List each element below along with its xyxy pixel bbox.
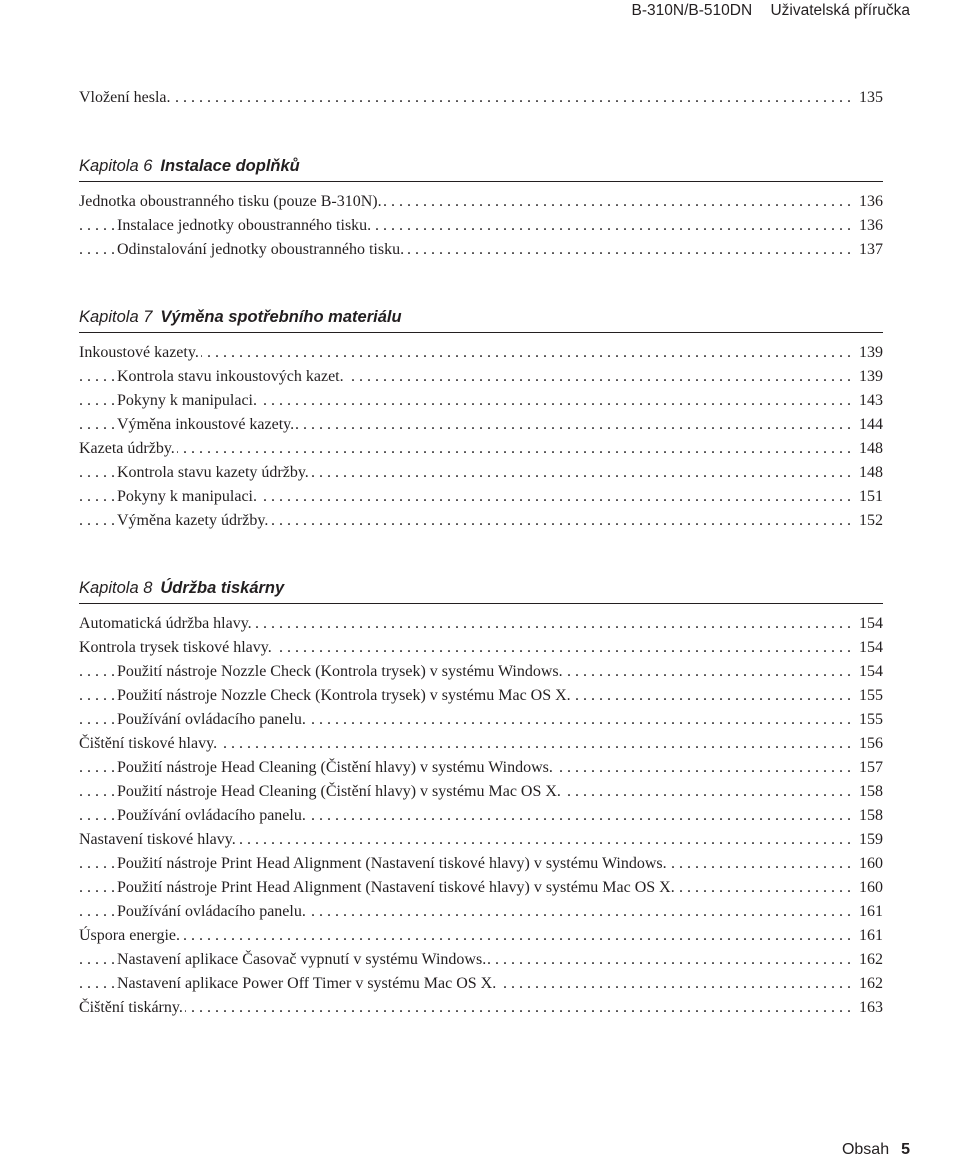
toc-entry[interactable] (79, 190, 883, 214)
toc-entry-title: Používání ovládacího panelu. (117, 807, 306, 824)
page-footer (842, 1141, 910, 1159)
toc-subentry[interactable] (79, 900, 883, 924)
toc-entry-title: Použití nástroje Print Head Alignment (Nastavení tiskové hlavy) v systému Windows. (117, 855, 667, 872)
toc-entry-title: Výměna inkoustové kazety. (117, 416, 295, 433)
toc-entry-title: Instalace jednotky oboustranného tisku. (117, 217, 372, 234)
toc-entry-page: 163 (855, 996, 883, 1020)
toc-entry-title: Používání ovládacího panelu. (117, 903, 306, 920)
chapter-heading (79, 576, 883, 604)
toc-entry[interactable] (79, 996, 883, 1020)
toc-entry[interactable] (79, 437, 883, 461)
toc-entry-page: 148 (855, 437, 883, 461)
toc-entry-page: 136 (855, 214, 883, 238)
toc-entry-page: 162 (855, 948, 883, 972)
toc-entry-title: Použití nástroje Head Cleaning (Čistění hlavy) v systému Mac OS X. (117, 783, 561, 800)
toc-entry-page: 154 (855, 660, 883, 684)
toc-subentry[interactable] (79, 485, 883, 509)
toc-entry-page: 162 (855, 972, 883, 996)
toc-entry-title: Jednotka oboustranného tisku (pouze B-310N). (79, 193, 382, 210)
chapter-heading (79, 154, 883, 182)
toc-entry-page: 144 (855, 413, 883, 437)
toc-entry[interactable] (79, 828, 883, 852)
toc-entry[interactable] (79, 86, 883, 110)
toc-subentry[interactable] (79, 214, 883, 238)
toc-entry-page: 156 (855, 732, 883, 756)
toc-subentry[interactable] (79, 756, 883, 780)
chapter-label: Kapitola 6 (79, 157, 153, 175)
toc-entry[interactable] (79, 612, 883, 636)
toc-subentry[interactable] (79, 238, 883, 262)
toc-entry-title: Kontrola stavu kazety údržby. (117, 464, 309, 481)
toc-entry-title: Použití nástroje Head Cleaning (Čistění hlavy) v systému Windows. (117, 759, 553, 776)
product-name: B-310N/B-510DN (631, 2, 753, 19)
chapter-label: Kapitola 8 (79, 579, 153, 597)
toc-entry-title: Vložení hesla. (79, 89, 171, 106)
toc-entry-page: 135 (855, 86, 883, 110)
toc-entry-page: 152 (855, 509, 883, 533)
toc-entry-title: Výměna kazety údržby. (117, 512, 269, 529)
toc-subentry[interactable] (79, 780, 883, 804)
toc-entry-title: Použití nástroje Nozzle Check (Kontrola trysek) v systému Mac OS X. (117, 687, 571, 704)
toc-entry-page: 159 (855, 828, 883, 852)
toc-entry-page: 136 (855, 190, 883, 214)
toc-entry-title: Kontrola stavu inkoustových kazet. (117, 368, 344, 385)
toc-entry-page: 154 (855, 636, 883, 660)
chapter-heading (79, 305, 883, 333)
toc-entry-title: Použití nástroje Nozzle Check (Kontrola trysek) v systému Windows. (117, 663, 563, 680)
toc-entry[interactable] (79, 636, 883, 660)
toc-entry[interactable] (79, 341, 883, 365)
toc-entry-title: Čištění tiskové hlavy. (79, 735, 218, 752)
toc-subentry[interactable] (79, 708, 883, 732)
toc-entry[interactable] (79, 732, 883, 756)
running-header (632, 2, 910, 20)
toc-entry-title: Používání ovládacího panelu. (117, 711, 306, 728)
toc-entry-page: 161 (855, 924, 883, 948)
toc-entry[interactable] (79, 924, 883, 948)
toc-entry-page: 158 (855, 804, 883, 828)
toc-entry-title: Kontrola trysek tiskové hlavy. (79, 639, 272, 656)
toc-entry-title: Pokyny k manipulaci. (117, 488, 257, 505)
toc-entry-page: 137 (855, 238, 883, 262)
toc-entry-title: Automatická údržba hlavy. (79, 615, 252, 632)
footer-section: Obsah (841, 1141, 890, 1158)
toc-entry-page: 160 (855, 852, 883, 876)
toc-subentry[interactable] (79, 660, 883, 684)
toc-entry-page: 160 (855, 876, 883, 900)
toc-entry-title: Nastavení aplikace Časovač vypnutí v systému Windows. (117, 951, 487, 968)
toc-entry-page: 155 (855, 708, 883, 732)
chapter-name: Výměna spotřebního materiálu (160, 308, 402, 326)
toc-entry-title: Odinstalování jednotky oboustranného tisku. (117, 241, 405, 258)
toc-entry-title: Inkoustové kazety. (79, 344, 199, 361)
table-of-contents (79, 86, 883, 1020)
toc-subentry[interactable] (79, 852, 883, 876)
toc-entry-title: Kazeta údržby. (79, 440, 175, 457)
toc-entry-title: Čištění tiskárny. (79, 999, 183, 1016)
toc-entry-title: Úspora energie. (79, 927, 180, 944)
toc-subentry[interactable] (79, 365, 883, 389)
toc-subentry[interactable] (79, 684, 883, 708)
chapter-label: Kapitola 7 (79, 308, 153, 326)
manual-title: Uživatelská příručka (770, 2, 910, 19)
toc-subentry[interactable] (79, 948, 883, 972)
toc-entry-page: 143 (855, 389, 883, 413)
chapter-name: Instalace doplňků (160, 157, 300, 175)
toc-entry-title: Pokyny k manipulaci. (117, 392, 257, 409)
toc-entry-page: 139 (855, 365, 883, 389)
toc-entry-page: 139 (855, 341, 883, 365)
toc-entry-title: Nastavení tiskové hlavy. (79, 831, 236, 848)
toc-subentry[interactable] (79, 804, 883, 828)
toc-subentry[interactable] (79, 413, 883, 437)
toc-entry-page: 154 (855, 612, 883, 636)
toc-subentry[interactable] (79, 972, 883, 996)
toc-entry-page: 161 (855, 900, 883, 924)
toc-entry-page: 158 (855, 780, 883, 804)
toc-subentry[interactable] (79, 461, 883, 485)
toc-entry-page: 155 (855, 684, 883, 708)
toc-subentry[interactable] (79, 876, 883, 900)
chapter-name: Údržba tiskárny (160, 579, 285, 597)
toc-entry-title: Použití nástroje Print Head Alignment (Nastavení tiskové hlavy) v systému Mac OS X. (117, 879, 675, 896)
toc-entry-page: 157 (855, 756, 883, 780)
toc-subentry[interactable] (79, 389, 883, 413)
toc-entry-title: Nastavení aplikace Power Off Timer v systému Mac OS X. (117, 975, 497, 992)
page-number: 5 (901, 1141, 910, 1158)
toc-entry-page: 151 (855, 485, 883, 509)
toc-subentry[interactable] (79, 509, 883, 533)
toc-entry-page: 148 (855, 461, 883, 485)
